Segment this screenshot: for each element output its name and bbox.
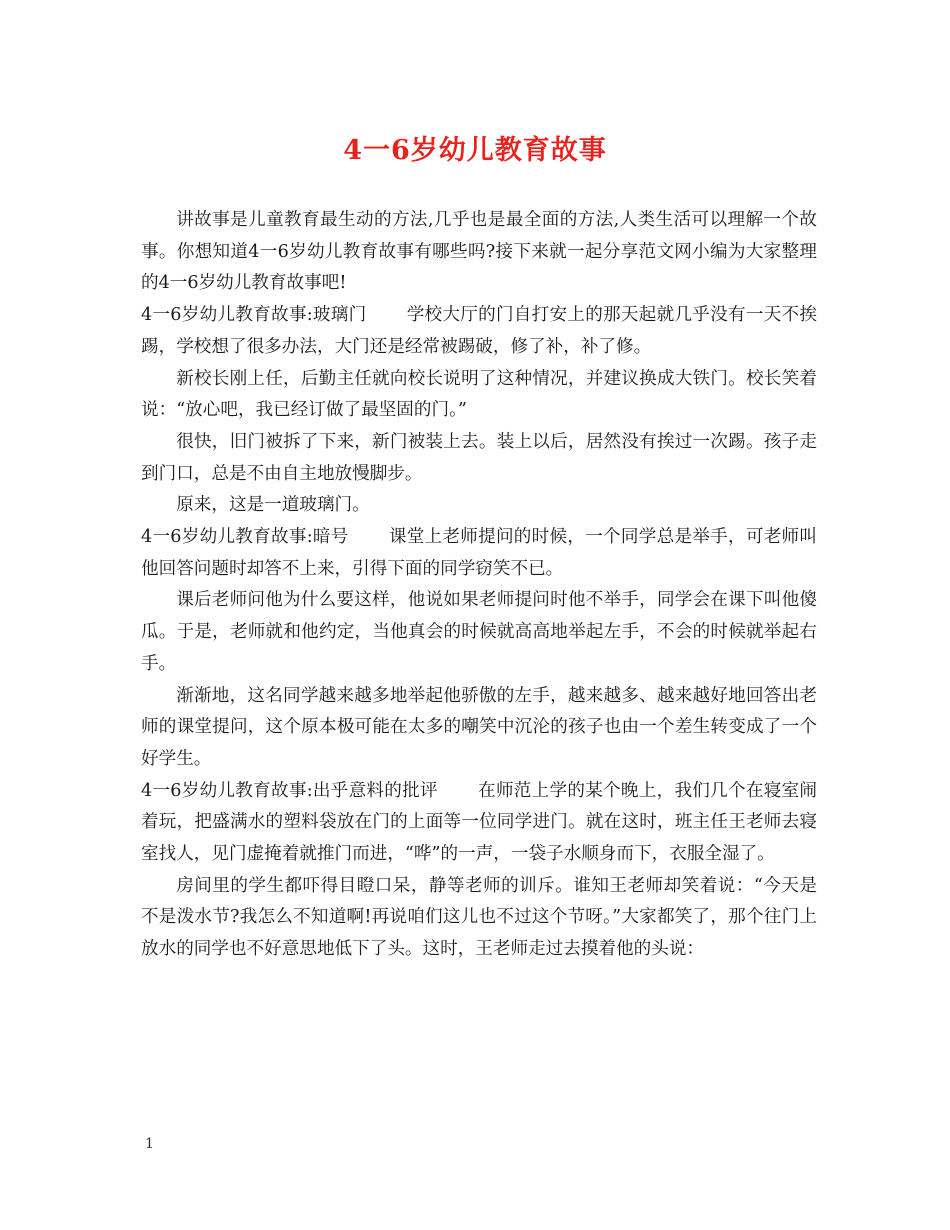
paragraph: 课后老师问他为什么要这样，他说如果老师提问时他不举手，同学会在课下叫他傻瓜。于是，老师就和他约定，当他真会的时候就高高地举起左手，不会的时候就举起右手。	[141, 590, 817, 674]
paragraph: 房间里的学生都吓得目瞪口呆，静等老师的训斥。谁知王老师却笑着说：“今天是不是泼水节?我怎么不知道啊!再说咱们这儿也不过这个节呀。”大家都笑了，那个往门上放水的同学也不好意思地低下了头。这时，王老师走过去摸着他的头说：	[141, 875, 817, 960]
paragraph: 渐渐地，这名同学越来越多地举起他骄傲的左手，越来越多、越来越好地回答出老师的课堂提问，这个原本极可能在太多的嘲笑中沉沦的孩子也由一个差生转变成了一个好学生。	[141, 685, 817, 769]
story-heading: 4一6岁幼儿教育故事:暗号	[141, 527, 349, 548]
page-number: 1	[145, 1136, 154, 1152]
paragraph-text: 课堂上老师提问的时候，一个同学总是举手，可老师叫他回答问题时却答不上来，引得下面的同学窃笑不已。	[141, 527, 817, 579]
story-paragraph	[141, 522, 817, 585]
story-heading: 4一6岁幼儿教育故事:出乎意料的批评	[141, 780, 438, 801]
paragraph: 原来，这是一道玻璃门。	[176, 495, 370, 516]
document-body	[141, 205, 817, 966]
paragraph: 新校长刚上任，后勤主任就向校长说明了这种情况，并建议换成大铁门。校长笑着说：“放心吧，我已经订做了最坚固的门。”	[141, 368, 817, 421]
story-paragraph	[141, 776, 817, 871]
story-paragraph	[141, 300, 817, 363]
paragraph-text: 学校大厅的门自打安上的那天起就几乎没有一天不挨踢，学校想了很多办法，大门还是经常被踢破，修了补，补了修。	[141, 305, 817, 357]
paragraph: 讲故事是儿童教育最生动的方法,几乎也是最全面的方法,人类生活可以理解一个故事。你想知道4一6岁幼儿教育故事有哪些吗?接下来就一起分享范文网小编为大家整理的4一6岁幼儿教育故事吧!	[141, 210, 817, 294]
paragraph-text: 在师范上学的某个晚上，我们几个在寝室闹着玩，把盛满水的塑料袋放在门的上面等一位同学进门。就在这时，班主任王老师去寝室找人，见门虚掩着就推门而进，“哗”的一声，一袋子水顺身而下，衣服全湿了。	[141, 780, 817, 865]
story-heading: 4一6岁幼儿教育故事:玻璃门	[141, 305, 367, 326]
document-title: 4一6岁幼儿教育故事	[343, 135, 607, 166]
paragraph: 很快，旧门被拆了下来，新门被装上去。装上以后，居然没有挨过一次踢。孩子走到门口，总是不由自主地放慢脚步。	[141, 431, 817, 484]
